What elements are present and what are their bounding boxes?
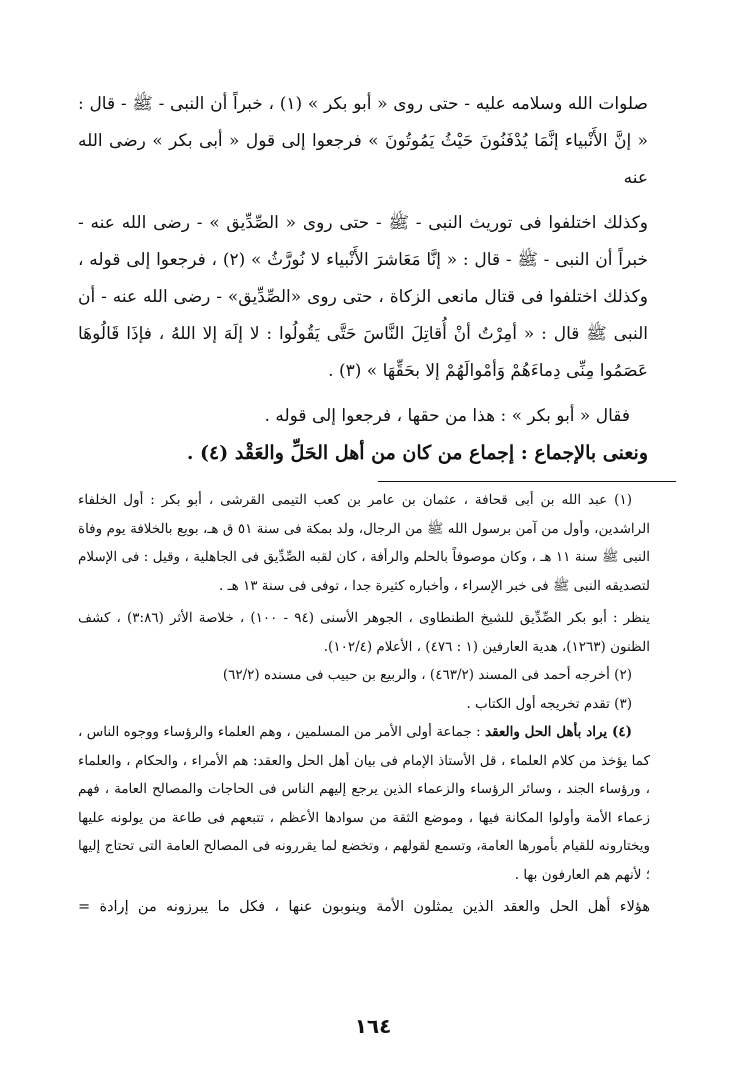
footnote-1: (١) عبد الله بن أبى قحافة ، عثمان بن عامر بن كعب التيمى القرشى ، أبو بكر : أول الخلفاء الراشدين، وأول من آمن برسول الله ﷺ من الرجال، ولد بمكة فى سنة ٥١ ق هـ، بويع بالخلافة يوم وفاة النبى ﷺ سنة ١١ هـ ، وكان موصوفاً بالحلم والرأفة ، كان لقبه الصِّدِّيق فى الجاهلية ، وقيل : فى الإسلام لتصديقه النبى ﷺ فى خبر الإسراء ، وأخباره كثيرة جدا ، توفى فى سنة ١٣ هـ . [78,492,650,594]
footnote-4-term: (٤) يراد بأهل الحل والعقد [485,724,632,740]
paragraph-2: وكذلك اختلفوا فى توريث النبى - ﷺ - حتى روى « الصِّدِّيق » - رضى الله عنه - خبراً أن النبى - ﷺ - قال : « إنَّا مَعَاشرَ الأَنْبياء لا نُورَّثُ » (٢) ، فرجعوا إلى قوله ، وكذلك اختلفوا فى قتال مانعى الزكاة ، حتى روى «الصِّدِّيق» - رضى الله عنه - أن النبى ﷺ قال : « أمِرْتُ أنْ أُقاتِلَ النَّاسَ حَتَّى يَقُولُوا : لا إلَهَ إلا اللهُ ، فإذَا قَالُوهَا عَصَمُوا مِنِّى دِماءَهُمْ وَأمْوالَهُمْ إلا بحَقِّهَا » (٣) . [78,213,648,381]
footnote-3: (٣) تقدم تخريجه أول الكتاب . [466,695,632,712]
paragraph-1: صلوات الله وسلامه عليه - حتى روى « أبو بكر » (١) ، خبراً أن النبى - ﷺ - قال : « إنَّ الأَنْبياء إنَّمَا يُدْفَنُونَ حَيْثُ يَمُوتُونَ » فرجعوا إلى قول « أبى بكر » رضى الله عنه [78,94,648,188]
paragraph-3: فقال « أبو بكر » : هذا من حقها ، فرجعوا إلى قوله . [264,406,630,426]
footnote-2: (٢) أخرجه أحمد فى المسند (٤٦٣/٢) ، والربيع بن حبيب فى مسنده (٦٢/٢) [222,667,632,683]
footnote-4-body: : جماعة أولى الأمر من المسلمين ، وهم العلماء والرؤساء ووجوه الناس ، كما يؤخذ من كلام العلماء ، قل الأستاذ الإمام فى بيان أهل الحل والعقد: هم الأمراء ، والحكام ، والعلماء ، ورؤساء الجند ، وسائر الرؤساء والزعماء الذين يرجع إليهم الناس فى الحاجات والمصالح العامة ، فهم زعماء الأمة وأولوا المكانة فيها ، وموضع الثقة من سوادها الأعظم ، تتبعهم فى طاعة من يولونه عليها ويختارونه للقيام بأمورها العامة، وتسمع لقولهم ، وتخضع لما يقررونه فى المصالح العامة التى تحتاج إليها ؛ لأنهم هم العارفون بها . [78,724,650,883]
paragraph-4: ونعنى بالإجماع : إجماع من كان من أهل الحَلِّ والعَقْد (٤) . [186,442,648,464]
footnote-4 [78,718,650,889]
main-text [78,86,648,472]
footnote-4-continuation: هؤلاء أهل الحل والعقد الذين يمثلون الأمة وينوبون عنها ، فكل ما يبرزونه من إرادة = [78,899,650,915]
footnotes [78,486,650,922]
footnote-1-sources: ينظر : أبو بكر الصِّدِّيق للشيخ الطنطاوى ، الجوهر الأسنى (٩٤ - ١٠٠) ، خلاصة الأثر (٣:٨٦) ، كشف الظنون (١٢٦٣)، هدية العارفين (١ : ٤٧٦) ، الأعلام (١٠٢/٤). [78,610,650,655]
footnote-divider [378,481,676,482]
page-number: ١٦٤ [354,1014,392,1038]
